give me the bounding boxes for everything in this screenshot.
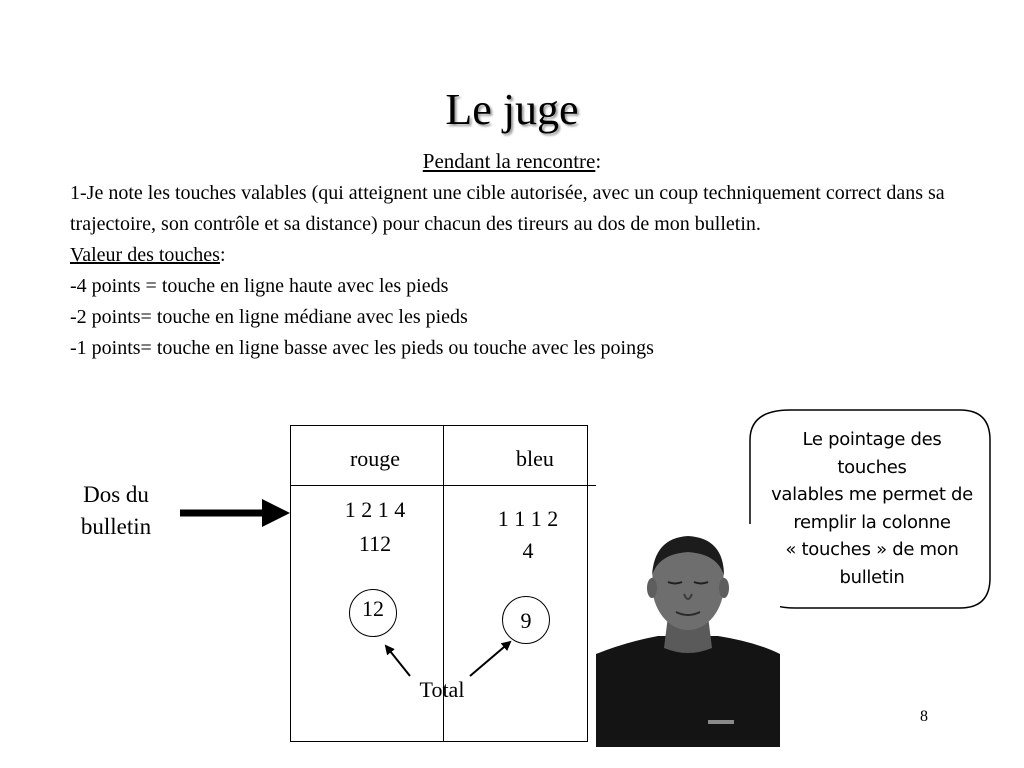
callout-line: touches	[837, 456, 907, 478]
subtitle-underlined: Pendant la rencontre	[422, 149, 596, 173]
callout-line: remplir la colonne	[793, 511, 951, 533]
paragraph-1: 1-Je note les touches valables (qui atteignent une cible autorisée, avec un coup techniquement correct dans sa trajectoire, son contrôle et sa distance) pour chacun des tireurs au dos de mon bulletin.	[70, 182, 945, 235]
total-label: Total	[419, 677, 465, 702]
point-line: -1 points= touche en ligne basse avec les pieds ou touche avec les poings	[70, 337, 654, 359]
red-total: 12	[362, 596, 384, 621]
callout-line: bulletin	[839, 566, 905, 588]
total-arrow-blue	[470, 642, 510, 676]
point-line: -2 points= touche en ligne médiane avec les pieds	[70, 306, 468, 328]
point-line: -4 points = touche en ligne haute avec les pieds	[70, 275, 449, 297]
blue-total: 9	[520, 608, 532, 633]
subtitle-colon: :	[595, 149, 602, 173]
judge-photo	[596, 524, 780, 747]
callout-line: « touches » de mon	[785, 539, 959, 560]
judge-photo-illustration	[596, 524, 780, 747]
total-arrow-red	[386, 646, 410, 676]
page-number: 8	[920, 708, 928, 725]
blue-scores-line1: 1 1 1 2	[497, 506, 559, 531]
column-header-rouge: rouge	[349, 446, 401, 471]
bulletin-arrow	[180, 499, 290, 527]
callout-line: valables me permet de	[771, 484, 973, 505]
speech-bubble-text	[752, 426, 992, 591]
dos-label-line1: Dos du	[83, 482, 149, 507]
blue-scores-line2: 4	[522, 538, 534, 563]
dos-label-line2: bulletin	[80, 514, 152, 539]
values-heading-colon: :	[219, 244, 226, 266]
column-header-bleu: bleu	[516, 446, 554, 471]
callout-line: Le pointage des	[802, 429, 942, 450]
red-scores-line1: 1 2 1 4	[344, 497, 406, 522]
red-scores-line2: 112	[358, 531, 392, 556]
slide-title: Le juge	[445, 85, 579, 134]
values-heading-underlined: Valeur des touches	[70, 244, 220, 266]
